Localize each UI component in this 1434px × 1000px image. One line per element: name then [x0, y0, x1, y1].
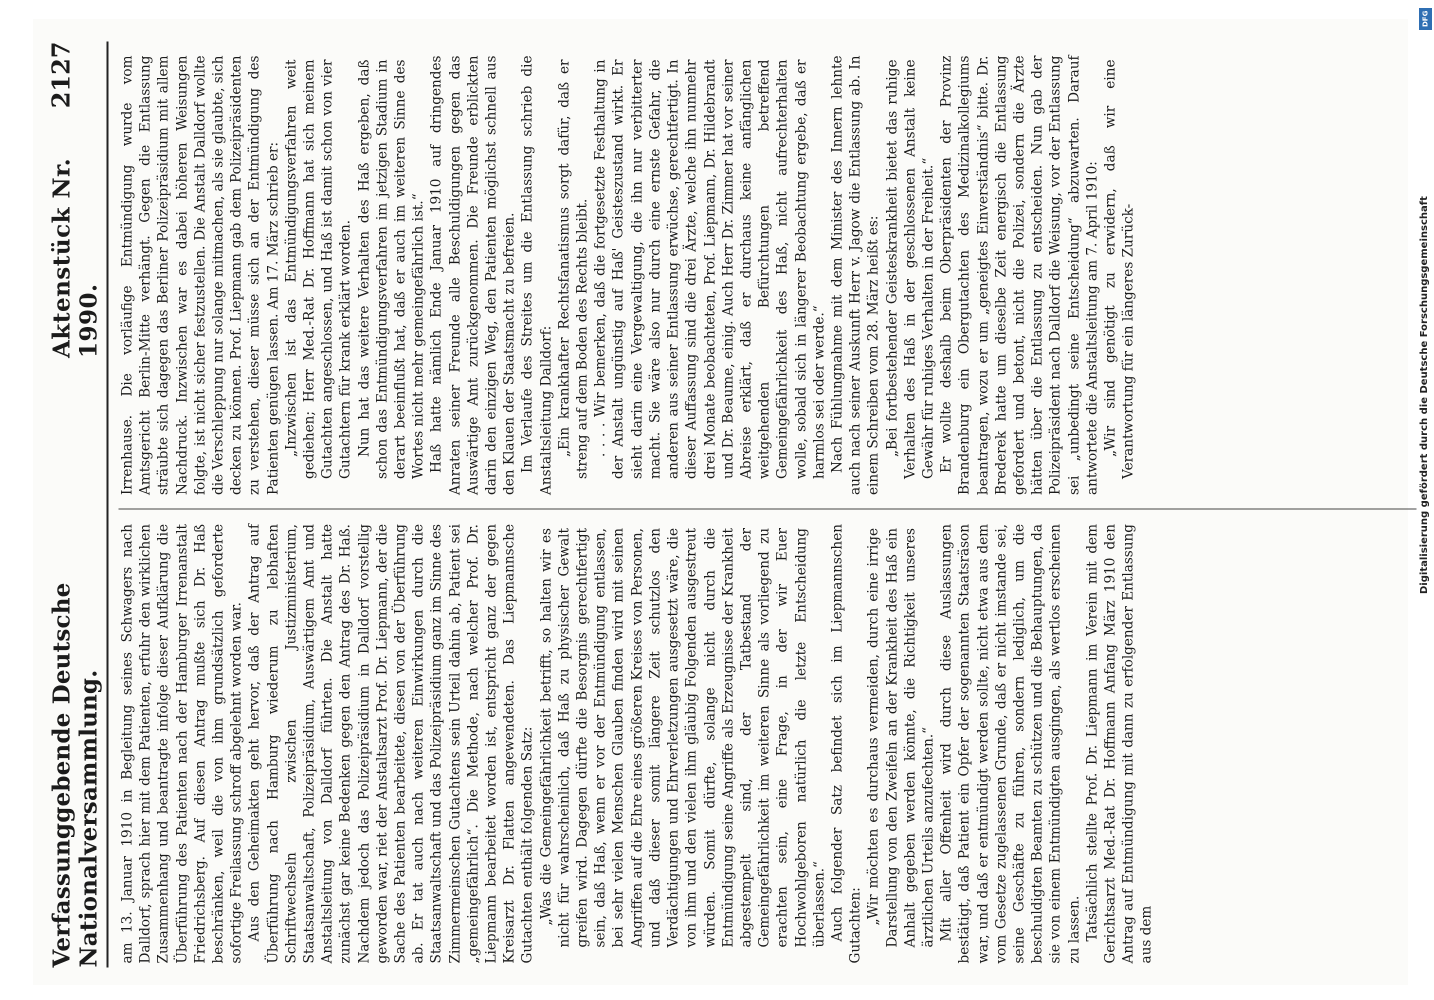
left-column: [119, 509, 1417, 968]
paragraph: Aus den Geheimakten geht hervor, daß der Antrag auf Überführung nach Hamburg wiederum zu lebhaften Schriftwechseln zwischen Justizministerium, Staatsanwaltschaft, Polizeipräsidium, Auswärtigem Amt und Anstaltsleitung von Dalldorf führten. Die Anstalt hatte zunächst gar keine Bedenken gegen den Antrag des Dr. Haß. Nachdem jedoch das Polizeipräsidium in Dalldorf vorstellig geworden war, riet der Anstaltsarzt Prof. Dr. Liepmann, der die Sache des Patienten bearbeitete, diesen von der Überführung ab. Er tat auch nach weiteren Einwirkungen durch die Staatsanwaltschaft und das Polizeipräsidium ganz im Sinne des Zimmermeinschen Gutachtens sein Urteil dahin ab, Patient sei „gemeingefährlich“. Die Methode, nach welcher Prof. Dr. Liepmann bearbeitet worden ist, entspricht ganz der gegen Kreisarzt Dr. Flatten angewendeten. Das Liepmannsche Gutachten enthält folgenden Satz:: [246, 524, 536, 964]
running-title: Verfassunggebende Deutsche Nationalversammlung.: [48, 582, 103, 968]
page-header: [47, 42, 109, 968]
quotation: Nun hat das weitere Verhalten des Haß ergeben, daß schon das Entmündigungsverfahren im jetzigen Stadium in derart beeinflußt hat, daß er auch im weiteren Sinne des Wortes nicht mehr gemeingefährlich ist.“: [356, 59, 427, 479]
paragraph: Tatsächlich stellte Prof. Dr. Liepmann im Verein mit dem Gerichtsarzt Med.-Rat Dr. Hoffmann Anfang März 1910 den Antrag auf Entmündigung mit dann zu erfolgender Entlassung aus dem: [1084, 524, 1155, 964]
quotation: . . . . Wir bemerken, daß die fortgesetzte Festhaltung in der Anstalt ungünstig auf Haß' Geisteszustand wirkt. Er sieht darin eine Vergewaltigung, die ihn nur verbitterter macht. Sie wäre also nur durch eine ernste Gefahr, die anderen aus seiner Entlassung erwüchse, gerechtfertigt. In dieser Auffassung sind die drei Ärzte, welche ihn nunmehr drei Monate beobachteten, Prof. Liepmann, Dr. Hildebrandt und Dr. Beaume, einig. Auch Herr Dr. Zimmer hat vor seiner Abreise erklärt, daß er durchaus keine anfänglichen weitgehenden Befürchtungen betreffend Gemeingefährlichkeit des Haß, nicht aufrechterhalten wolle, sobald sich in längerer Beobachtung ergebe, daß er harmlos sei oder werde.“: [592, 59, 828, 479]
text-columns: [119, 42, 1417, 968]
paragraph: Auch folgender Satz befindet sich im Liepmannschen Gutachten:: [829, 524, 864, 964]
paragraph: Irrenhause. Die vorläufige Entmündigung wurde vom Amtsgericht Berlin-Mitte verhängt. Gegen die Entlassung sträubte sich dagegen das Berliner Polizeipräsidium mit allem Nachdruck. Inzwischen war es dabei höheren Weisungen folgte, ist nicht sicher festzustellen. Die Anstalt Dalldorf wollte die Verschleppung nur solange mitmachen, als sie glaubte, sich decken zu können. Prof. Liepmann gab dem Polizeipräsidenten zu verstehen, dieser müsse sich an der Entmündigung des Patienten genügen lassen. Am 17. März schrieb er:: [119, 55, 282, 495]
page-number: 2127: [46, 41, 76, 109]
paragraph: am 13. Januar 1910 in Begleitung seines Schwagers nach Dalldorf, sprach hier mit dem Patienten, erfuhr den wirklichen Zusammenhang und beantragte infolge dieser Aufklärung die Überführung des Patienten nach der Hamburger Irrenanstalt Friedrichsberg. Auf diesen Antrag mußte sich Dr. Haß beschränken, weil die von ihm grundsätzlich geforderte sofortige Freilassung schroff abgelehnt worden war.: [119, 524, 245, 964]
quotation: „Was die Gemeingefährlichkeit betrifft, so halten wir es nicht für wahrscheinlich, daß Haß zu physischer Gewalt greifen wird. Dagegen dürfte die Besorgnis gerechtfertigt sein, daß Haß, wenn er vor der Entmündigung entlassen, bei sehr vielen Menschen Glauben finden wird mit seinen Angriffen auf die Ehre eines größeren Kreises von Personen, und daß dieser somit längere Zeit schutzlos den Verdächtigungen und Ehrverletzungen ausgesetzt wäre, die von ihm und den vielen ihm gläubig Folgenden ausgestreut würden. Somit dürfte, solange nicht durch die Entmündigung seine Angriffe als Erzeugnisse der Krankheit abgestempelt sind, der Tatbestand der Gemeingefährlichkeit im weiteren Sinne als vorliegend zu erachten sein, eine Frage, in der wir Euer Hochwohlgeboren natürlich die letzte Entscheidung überlassen.“: [538, 528, 828, 948]
rotated-page-content: [33, 20, 1408, 986]
paragraph: Nach Fühlungnahme mit dem Minister des Innern lehnte auch nach seiner Auskunft Herr v. Jagow die Entlassung ab. In einem Schreiben vom 28. März heißt es:: [829, 55, 882, 495]
paragraph: Im Verlaufe des Streites um die Entlassung schrieb die Anstaltsleitung Dalldorf:: [519, 55, 555, 495]
quotation: „Wir sind genötigt zu erwidern, daß wir eine Verantwortung für ein längeres Zurück-: [1102, 59, 1137, 479]
quotation: „Wir möchten es durchaus vermeiden, durch eine irrige Darstellung von den Zweifeln an der Krankheit des Haß ein Anhalt gegeben werden könnte, die Richtigkeit unseres ärztlichen Urteils anzufechten.“: [865, 528, 937, 948]
digitization-credit: Digitalisierung gefördert durch die Deutsche Forschungsgemeinschaft: [1419, 196, 1430, 594]
paragraph: Er wollte deshalb beim Oberpräsidenten der Provinz Brandenburg ein Obergutachten des Medizinalkollegiums beantragen, wozu er um „geneigtes Einverständnis“ bitte. Dr. Brederek hatte um dieselbe Zeit energisch die Entlassung gefordert und betont, nicht die Polizei, sondern die Ärzte hätten über die Entlassung zu entscheiden. Nun gab der Polizeipräsident nach Dalldorf die Weisung, vor der Entlassung sei „unbedingt seine Entscheidung“ abzuwarten. Darauf antwortete die Anstaltsleitung am 7. April 1910:: [938, 55, 1101, 495]
dfg-logo-badge: DFG: [1419, 8, 1432, 30]
quotation: „Bei fortbestehender Geisteskrankheit bietet das ruhige Verhalten des Haß in der geschlossenen Anstalt keine Gewähr für ruhiges Verhalten in der Freiheit.“: [884, 59, 937, 479]
document-number: Aktenstück Nr. 1990.: [48, 157, 103, 358]
paragraph: Mit aller Offenheit wird durch diese Auslassungen bestätigt, daß Patient ein Opfer der sogenannten Staatsräson war, und daß er entmündigt werden sollte, nicht etwa aus dem vom Gesetze zugelassenen Grunde, daß er nicht imstande sei, seine Geschäfte zu führen, sondern lediglich, um die beschuldigten Beamten zu schützen und die Behauptungen, da sie von einem Entmündigten ausgingen, als wertlos erscheinen zu lassen.: [938, 524, 1083, 964]
scanned-page: [33, 19, 1408, 985]
paragraph: Haß hatte nämlich Ende Januar 1910 auf dringendes Anraten seiner Freunde alle Beschuldigungen gegen das Auswärtige Amt zurückgenommen. Die Freunde erblickten darin den einzigen Weg, den Patienten möglichst schnell aus den Klauen der Staatsmacht zu befreien.: [428, 55, 518, 495]
right-column: [119, 42, 1417, 510]
quotation: „Inzwischen ist das Entmündigungsverfahren weit gediehen; Herr Med.-Rat Dr. Hoffmann hat sich meinem Gutachten angeschlossen, und Haß ist damit schon von vier Gutachtern für krank erklärt worden.: [283, 59, 354, 479]
quotation: „Ein krankhafter Rechtsfanatismus sorgt dafür, daß er streng auf dem Boden des Rechts bleibt.: [556, 59, 591, 479]
